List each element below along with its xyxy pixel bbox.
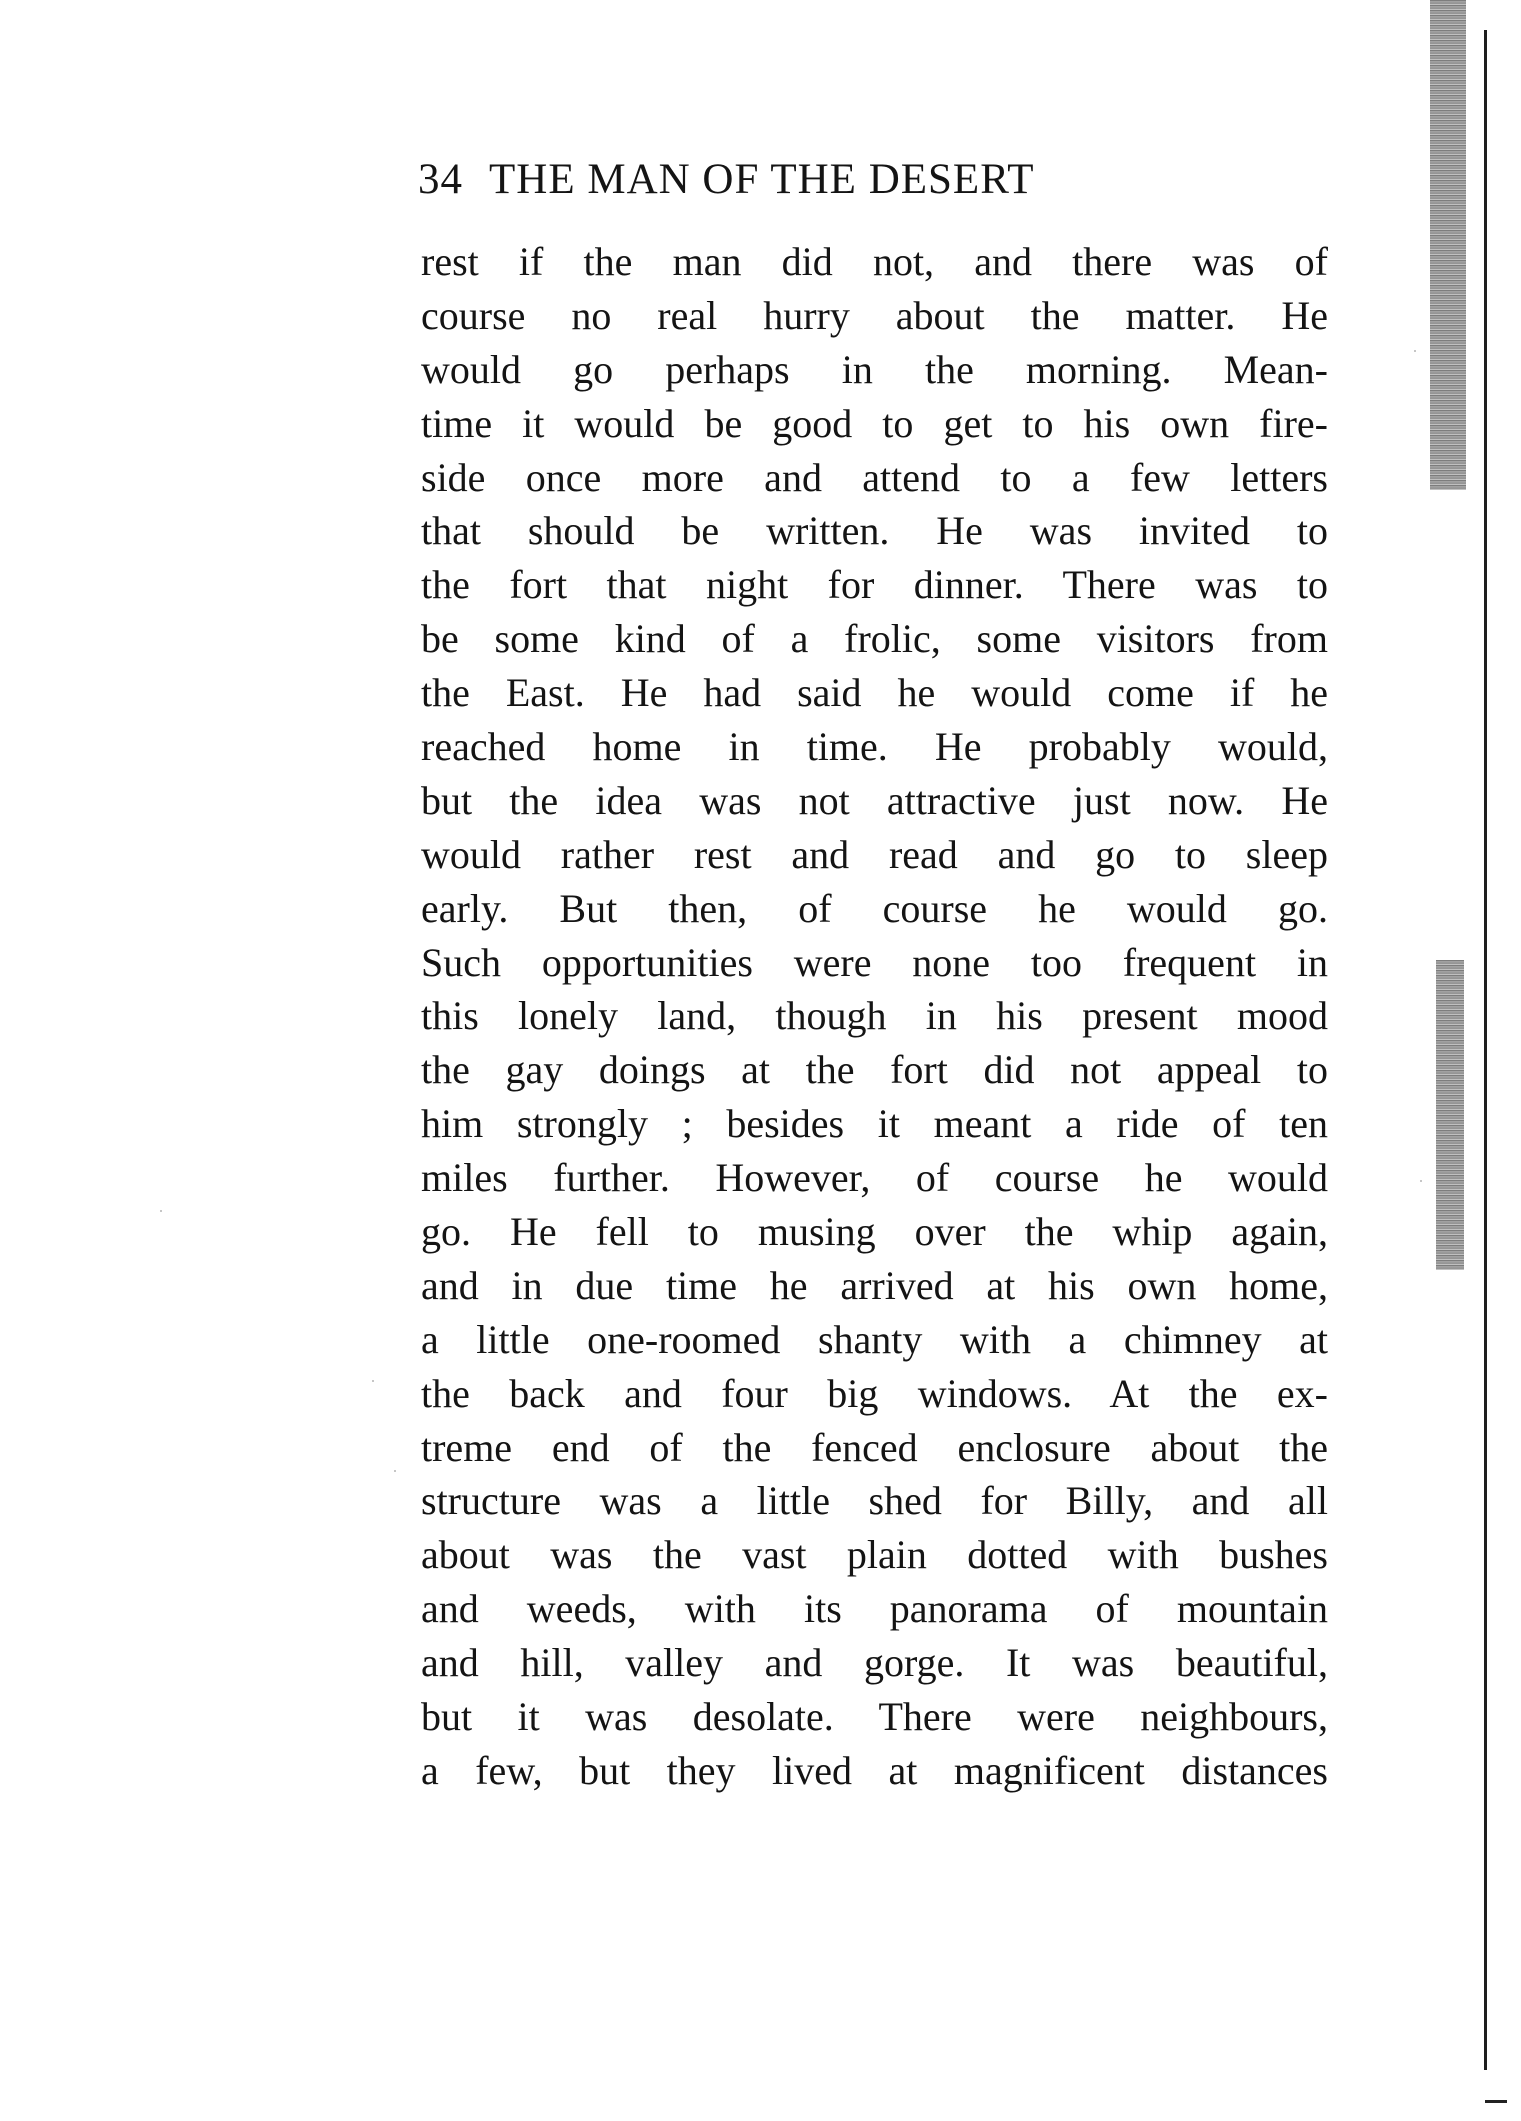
text-line: reached home in time. He probably would, [421, 724, 1328, 770]
text-line: side once more and attend to a few letters [421, 454, 1328, 500]
text-line: the East. He had said he would come if he [421, 670, 1328, 716]
text-line: but the idea was not attractive just now. He [421, 777, 1328, 823]
body-text [421, 235, 1328, 1798]
binding-shadow-upper [1430, 0, 1466, 490]
text-line: the fort that night for dinner. There was to [421, 562, 1328, 608]
text-line: go. He fell to musing over the whip again, [421, 1209, 1328, 1255]
binding-edge-foot [1485, 2100, 1507, 2103]
scan-speck [160, 1210, 162, 1212]
running-head [418, 152, 1318, 208]
text-line: this lonely land, though in his present mood [421, 993, 1328, 1039]
text-line: the back and four big windows. At the ex- [421, 1370, 1328, 1416]
text-line: and weeds, with its panorama of mountain [421, 1586, 1328, 1632]
running-title: THE MAN OF THE DESERT [489, 156, 1035, 203]
text-line: early. But then, of course he would go. [421, 885, 1328, 931]
text-line: would go perhaps in the morning. Mean- [421, 346, 1328, 392]
scan-speck [394, 1470, 396, 1472]
text-line: miles further. However, of course he would [421, 1155, 1328, 1201]
text-line: treme end of the fenced enclosure about the [421, 1424, 1328, 1470]
text-line: about was the vast plain dotted with bushes [421, 1532, 1328, 1578]
text-line: but it was desolate. There were neighbours, [421, 1694, 1328, 1740]
text-line: him strongly ; besides it meant a ride of ten [421, 1101, 1328, 1147]
text-line: would rather rest and read and go to sleep [421, 831, 1328, 877]
text-line: be some kind of a frolic, some visitors from [421, 616, 1328, 662]
text-line: the gay doings at the fort did not appeal to [421, 1047, 1328, 1093]
text-line: a little one-roomed shanty with a chimney at [421, 1316, 1328, 1362]
page-number: 34 [418, 156, 463, 203]
text-line: a few, but they lived at magnificent distances [421, 1747, 1328, 1793]
text-line: and in due time he arrived at his own home, [421, 1262, 1328, 1308]
text-line: time it would be good to get to his own fire- [421, 400, 1328, 446]
scan-speck [1414, 350, 1416, 352]
text-line: and hill, valley and gorge. It was beautiful, [421, 1640, 1328, 1686]
text-line: structure was a little shed for Billy, and all [421, 1478, 1328, 1524]
scan-speck [372, 1380, 374, 1382]
text-line: rest if the man did not, and there was of [421, 239, 1328, 284]
text-line: Such opportunities were none too frequent in [421, 939, 1328, 985]
binding-shadow-lower [1436, 960, 1464, 1270]
scan-speck [1420, 1180, 1422, 1182]
text-line: course no real hurry about the matter. He [421, 292, 1328, 338]
text-line: that should be written. He was invited to [421, 508, 1328, 554]
binding-edge-rule [1484, 30, 1487, 2070]
